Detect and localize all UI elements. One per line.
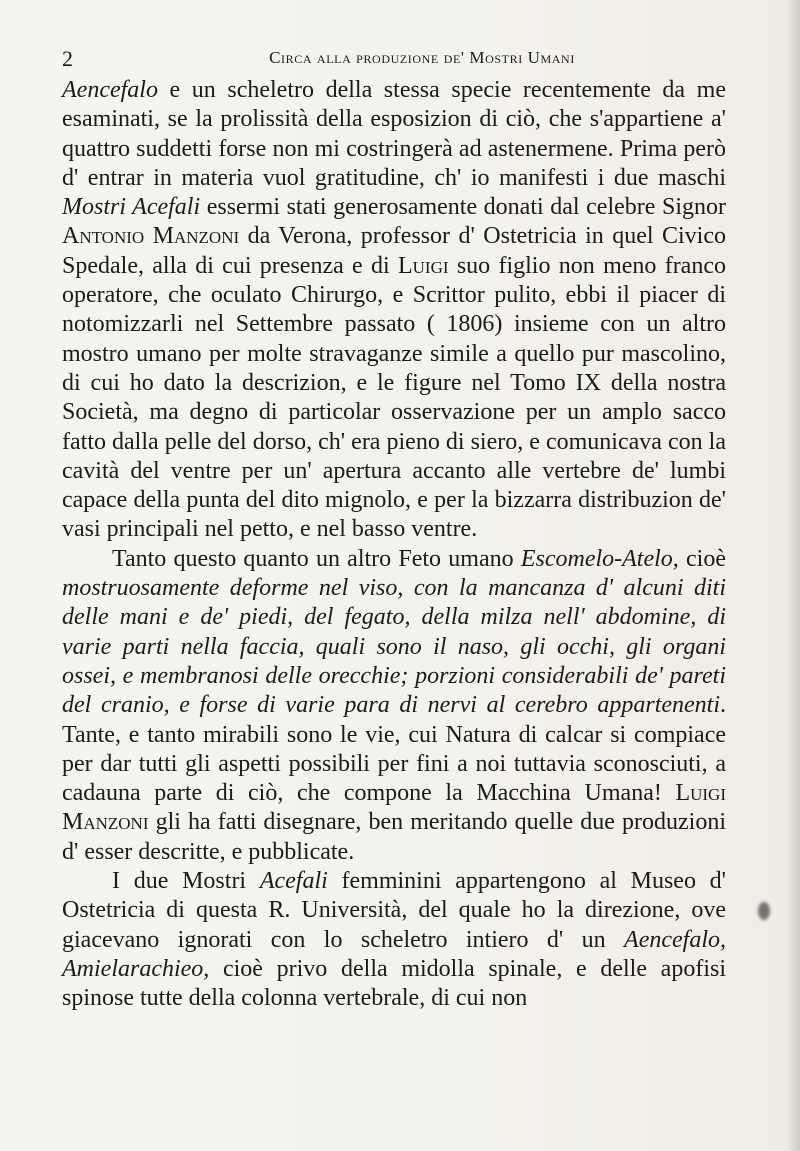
text-segment-smallcaps: Luigi [397,252,449,279]
text-segment-normal: Tanto questo quanto un altro Feto umano [112,545,521,572]
text-segment-normal: femminini appartengono al Museo d' Ostetricia di questa R. Università, del quale ho la direzione, ove giacevano ignorati con lo scheletro intiero d' un [62,868,726,953]
page-header [62,46,742,70]
text-segment-normal: gli ha fatti disegnare, ben meritando quelle due produzioni d' esser descritte, e pubblicate. [62,809,726,865]
text-segment-normal: essermi stati generosamente donati dal celebre Signor [200,194,726,221]
text-segment-italic: mostruosamente deforme nel viso, con la mancanza d' alcuni diti delle mani e de' piedi, del fegato, della milza nell' abdomine, di varie parti nella faccia, quali sono il naso, gli occhi, gli organi ossei, e membranosi delle orecchie; porzioni considerabili de' pareti del cranio, e forse di varie para di nervi al cerebro appartenenti [62,575,726,719]
running-head: Circa alla produzione de' Mostri Umani [269,48,575,67]
text-segment-italic: Acefali [259,868,328,895]
paragraph-1 [62,76,726,545]
text-segment-italic: Aencefalo [62,77,158,103]
ink-smudge [758,902,770,920]
text-segment-normal: da Verona, professor d' Ostetricia in quel Civico Spedale, alla di cui presenza e di [62,223,726,279]
text-segment-normal: cioè privo della midolla spinale, e delle apofisi spinose tutte della colonna vertebrale, di cui non [62,955,726,1012]
text-segment-normal: e un scheletro della stessa specie recentemente da me esaminati, se la prolissità della esposizion di ciò, che s'appartiene a' quattro suddetti forse non mi costringerà ad astenermene. Prima però d' entrar in materia vuol gratitudine, ch' io manifesti i due maschi [62,77,726,191]
page-edge-shadow [786,0,800,1151]
text-segment-smallcaps: Luigi Manzoni [62,780,726,836]
paragraph-2 [62,545,726,867]
text-segment-normal: I due Mostri [112,868,260,895]
page-number: 2 [62,46,73,71]
text-segment-normal: cioè [678,545,726,572]
text-segment-normal: suo figlio non meno franco operatore, che oculato Chirurgo, e Scrittor pulito, ebbi il piacer di notomizzarli nel Settembre passato ( 1806) insieme con un altro mostro umano per molte stravaganze simile a quello pur mascolino, di cui ho dato la descrizion, e le figure nel Tomo IX della nostra Società, ma degno di particolar osservazione per un amplo sacco fatto dalla pelle del dorso, ch' era pieno di siero, e comunicava con la cavità del ventre per un' apertura accanto alle vertebre de' lumbi capace della punta del dito mignolo, e per la bizzarra distribuzion de' vasi principali nel petto, e nel basso ventre. [62,252,726,543]
paragraph-3 [62,867,726,1013]
text-segment-italic: Escomelo-Atelo, [520,545,679,572]
text-segment-normal: . Tante, e tanto mirabili sono le vie, cui Natura di calcar si compiace per dar tutti gli aspetti possibili per fini a noi tuttavia sconosciuti, a cadauna parte di ciò, che compone la Macchina Umana! [62,692,726,807]
text-segment-smallcaps: Antonio Manzoni [62,223,240,250]
text-segment-italic: Aencefalo, Amielarachieo, [62,926,726,982]
text-segment-italic: Mostri Acefali [62,194,201,221]
body-text [62,76,726,1014]
